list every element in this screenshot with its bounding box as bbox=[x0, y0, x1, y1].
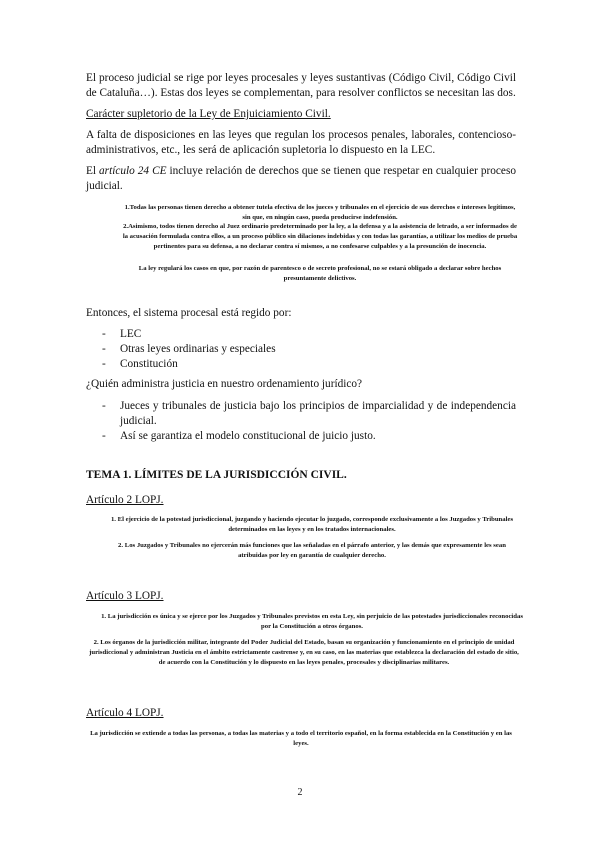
list-item: - Otras leyes ordinarias y especiales bbox=[86, 342, 516, 357]
art4-title: Artículo 4 LOPJ. bbox=[86, 707, 164, 719]
sistema-list bbox=[86, 327, 516, 372]
tema-title: TEMA 1. LÍMITES DE LA JURISDICCIÓN CIVIL. bbox=[86, 469, 347, 481]
art24-quote-3: La ley regulará los casos en que, por razón de parentesco o de secreto profesional, no se estará obligado a declarar sobre hechos presuntamente delictivos. bbox=[138, 265, 502, 283]
art24-quote-1: 1.Todas las personas tienen derecho a obtener tutela efectiva de los jueces y tribunales en el ejercicio de sus derechos e intereses legítimos, sin que, en ningún caso, pueda producirse indefensión. bbox=[124, 204, 516, 222]
art24-intro-prefix: El bbox=[86, 165, 100, 177]
page-number: 2 bbox=[297, 787, 303, 798]
art24-reference: artículo 24 CE bbox=[99, 165, 167, 177]
art2-title: Artículo 2 LOPJ. bbox=[86, 494, 164, 506]
question-paragraph: ¿Quién administra justicia en nuestro ordenamiento jurídico? bbox=[86, 378, 363, 390]
list-item: - Así se garantiza el modelo constitucional de juicio justo. bbox=[86, 429, 516, 444]
art4-paragraph-1: La jurisdicción se extiende a todas las personas, a todas las materias y a todo el territorio español, en la forma establecida en la Constitución y en las leyes. bbox=[90, 730, 512, 748]
list-item: - LEC bbox=[86, 327, 516, 342]
list-item: - Jueces y tribunales de justicia bajo los principios de imparcialidad y de independencia judicial. bbox=[86, 399, 516, 429]
art2-paragraph-2: 2. Los Juzgados y Tribunales no ejercerán más funciones que las señaladas en el párrafo anterior, y las demás que expresamente les sean atribuidas por ley en garantía de cualquier derecho. bbox=[118, 542, 506, 560]
supletorio-paragraph: A falta de disposiciones en las leyes que regulan los procesos penales, laborales, contencioso-administrativos, etc., les será de aplicación supletoria lo dispuesto en la LEC. bbox=[86, 129, 516, 156]
art24-intro-suffix: incluye relación de derechos que se tienen que respetar en cualquier proceso judicial. bbox=[86, 165, 516, 192]
art24-quote-2: 2.Asimismo, todos tienen derecho al Juez ordinario predeterminado por la ley, a la defensa y a la asistencia de letrado, a ser informados de la acusación formulada contra ellos, a un proceso público sin dilaciones indebidas y con todas las garantías, a utilizar los medios de prueba pertinentes para su defensa, a no declarar contra sí mismos, a no confesarse culpables y a la presunción de inocencia. bbox=[122, 223, 518, 251]
answer-list bbox=[86, 399, 516, 444]
supletorio-heading: Carácter supletorio de la Ley de Enjuiciamiento Civil. bbox=[86, 108, 331, 120]
art24-intro-paragraph bbox=[86, 164, 516, 194]
art3-paragraph-1: 1. La jurisdicción es única y se ejerce por los Juzgados y Tribunales previstos en esta Ley, sin perjuicio de las potestades jurisdiccionales reconocidas por la Constitución a otros órganos. bbox=[101, 613, 523, 631]
art3-paragraph-2: 2. Los órganos de la jurisdicción militar, integrante del Poder Judicial del Estado, basan su organización y funcionamiento en el principio de unidad jurisdiccional y administran Justicia en el ámbito estrictamente castrense y, en su caso, en las materias que establezca la declaración del estado de sitio, de acuerdo con la Constitución y lo dispuesto en las leyes penales, procesales y disciplinarias militares. bbox=[89, 639, 519, 667]
art2-paragraph-1: 1. El ejercicio de la potestad jurisdiccional, juzgando y haciendo ejecutar lo juzgado, corresponde exclusivamente a los Juzgados y Tribunales determinados en las leyes y en los tratados internacionales. bbox=[110, 516, 514, 534]
sistema-intro: Entonces, el sistema procesal está regido por: bbox=[86, 307, 292, 319]
intro-paragraph: El proceso judicial se rige por leyes procesales y leyes sustantivas (Código Civil, Código Civil de Cataluña…). Estas dos leyes se complementan, para resolver conflictos se necesitan las dos. bbox=[86, 72, 516, 99]
list-item: - Constitución bbox=[86, 357, 516, 372]
art3-title: Artículo 3 LOPJ. bbox=[86, 590, 164, 602]
